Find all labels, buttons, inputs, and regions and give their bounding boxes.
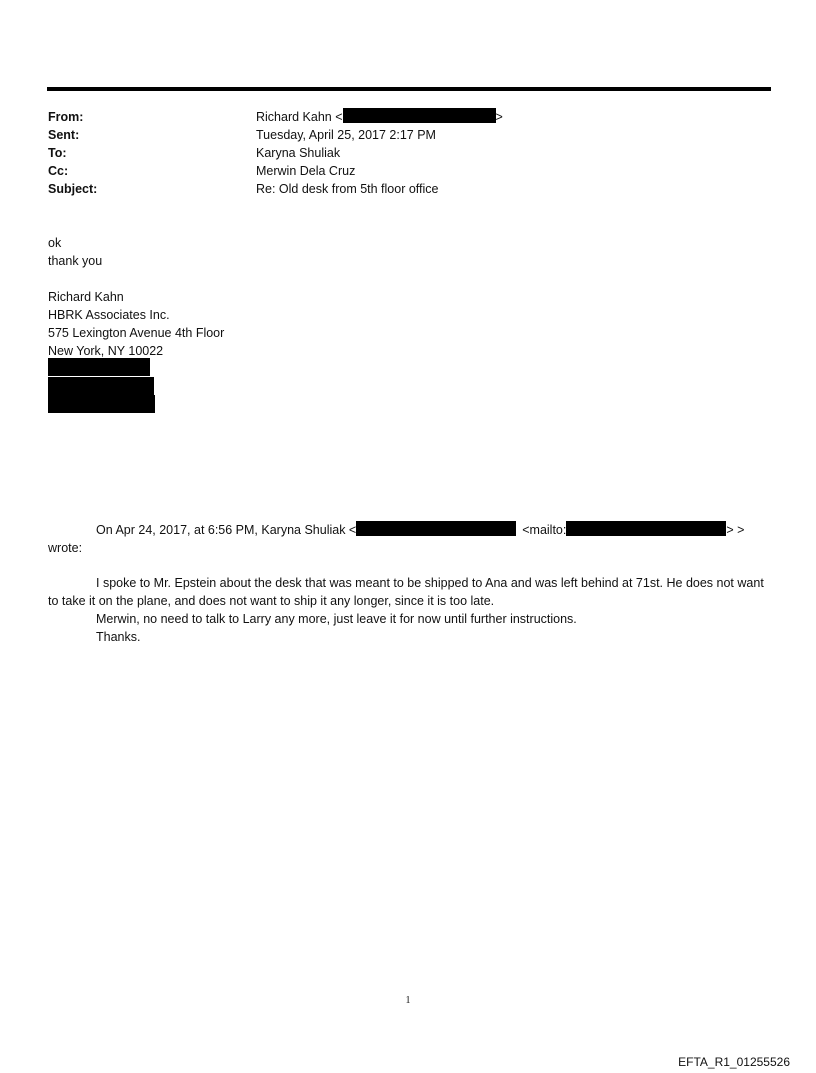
redaction-bar — [566, 521, 726, 536]
subject-label: Subject: — [48, 182, 98, 196]
page-number: 1 — [405, 995, 411, 1006]
signature-redaction-2 — [48, 377, 154, 395]
quoted-intro-prefix: On Apr 24, 2017, at 6:56 PM, Karyna Shuliak < — [96, 523, 357, 537]
quoted-wrote: wrote: — [48, 541, 83, 555]
quoted-paragraph-1: I spoke to Mr. Epstein about the desk that was meant to be shipped to Ana and was left behind at 71st. He does not want to take it on the plane, and does not want to ship it any longer, since it is too late. — [48, 576, 764, 608]
sent-label: Sent: — [48, 128, 80, 142]
from-name: Richard Kahn < — [256, 110, 343, 124]
redaction-bar — [343, 108, 496, 123]
body-line-thanks: thank you — [48, 254, 103, 268]
from-close: > — [495, 110, 503, 124]
to-value: Karyna Shuliak — [256, 146, 341, 160]
signature-redaction-1 — [48, 358, 150, 376]
quoted-intro — [96, 521, 744, 539]
signature-address1: 575 Lexington Avenue 4th Floor — [48, 326, 225, 340]
signature-redaction-3 — [48, 395, 155, 413]
subject-value: Re: Old desk from 5th floor office — [256, 182, 439, 196]
cc-value: Merwin Dela Cruz — [256, 164, 356, 178]
sent-value: Tuesday, April 25, 2017 2:17 PM — [256, 128, 436, 142]
cc-label: Cc: — [48, 164, 69, 178]
from-value — [256, 108, 503, 126]
header-rule — [47, 87, 771, 91]
document-id: EFTA_R1_01255526 — [678, 1055, 790, 1069]
signature-name: Richard Kahn — [48, 290, 124, 304]
quoted-paragraph-3: Thanks. — [96, 630, 141, 644]
quoted-paragraph-2: Merwin, no need to talk to Larry any more, just leave it for now until further instructions. — [96, 612, 577, 626]
body-line-ok: ok — [48, 236, 62, 250]
quoted-mailto: <mailto: — [522, 523, 567, 537]
from-label: From: — [48, 110, 84, 124]
to-label: To: — [48, 146, 67, 160]
quoted-intro-suffix: > > — [726, 523, 745, 537]
signature-company: HBRK Associates Inc. — [48, 308, 170, 322]
redaction-bar — [356, 521, 516, 536]
signature-address2: New York, NY 10022 — [48, 344, 164, 358]
